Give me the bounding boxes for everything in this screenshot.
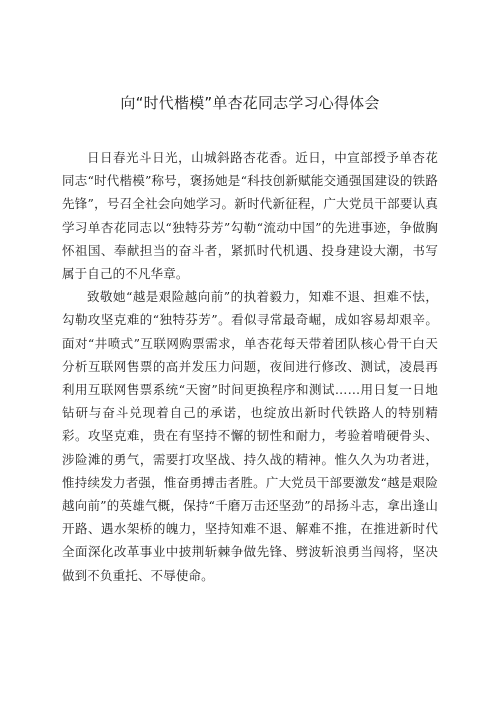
document-title: 向“时代楷模”单杏花同志学习心得体会 bbox=[120, 94, 380, 112]
paragraph-1: 日日春光斗日光，山城斜路杏花香。近日，中宣部授予单杏花同志“时代楷模”称号，褒扬她是“科技创新赋能交通强国建设的铁路先锋”，号召全社会向她学习。新时代新征程，广大党员干部要认真学习单杏花同志以“独特芬芳”勾勒“流动中国”的先进事迹，争做胸怀祖国、奉献担当的奋斗者，紧抓时代机遇、投身建设大潮，书写属于自己的不凡华章。 bbox=[62, 150, 438, 282]
document-body bbox=[62, 146, 438, 587]
paragraph-2: 致敬她“越是艰险越向前”的执着毅力，知难不退、担难不怯，勾勒攻坚克难的“独特芬芳”。看似寻常最奇崛，成如容易却艰辛。面对“井喷式”互联网购票需求，单杏花每天带着团队核心骨干白天分析互联网售票的高并发压力问题，夜间进行修改、测试，凌晨再利用互联网售票系统“天窗”时间更换程序和测试……用日复一日地钻研与奋斗兑现着自己的承诺，也绽放出新时代铁路人的特别精彩。攻坚克难，贵在有坚持不懈的韧性和耐力，考验着啃硬骨头、涉险滩的勇气，需要打攻坚战、持久战的精神。惟久久为功者进，惟持续发力者强，惟奋勇搏击者胜。广大党员干部要激发“越是艰险越向前”的英雄气概，保持“千磨万击还坚劲”的昂扬斗志，拿出逢山开路、遇水架桥的魄力，坚持知难不退、解难不推，在推进新时代全面深化改革事业中披荆斩棘争做先锋、劈波斩浪勇当闯将，坚决做到不负重托、不辱使命。 bbox=[62, 289, 438, 583]
